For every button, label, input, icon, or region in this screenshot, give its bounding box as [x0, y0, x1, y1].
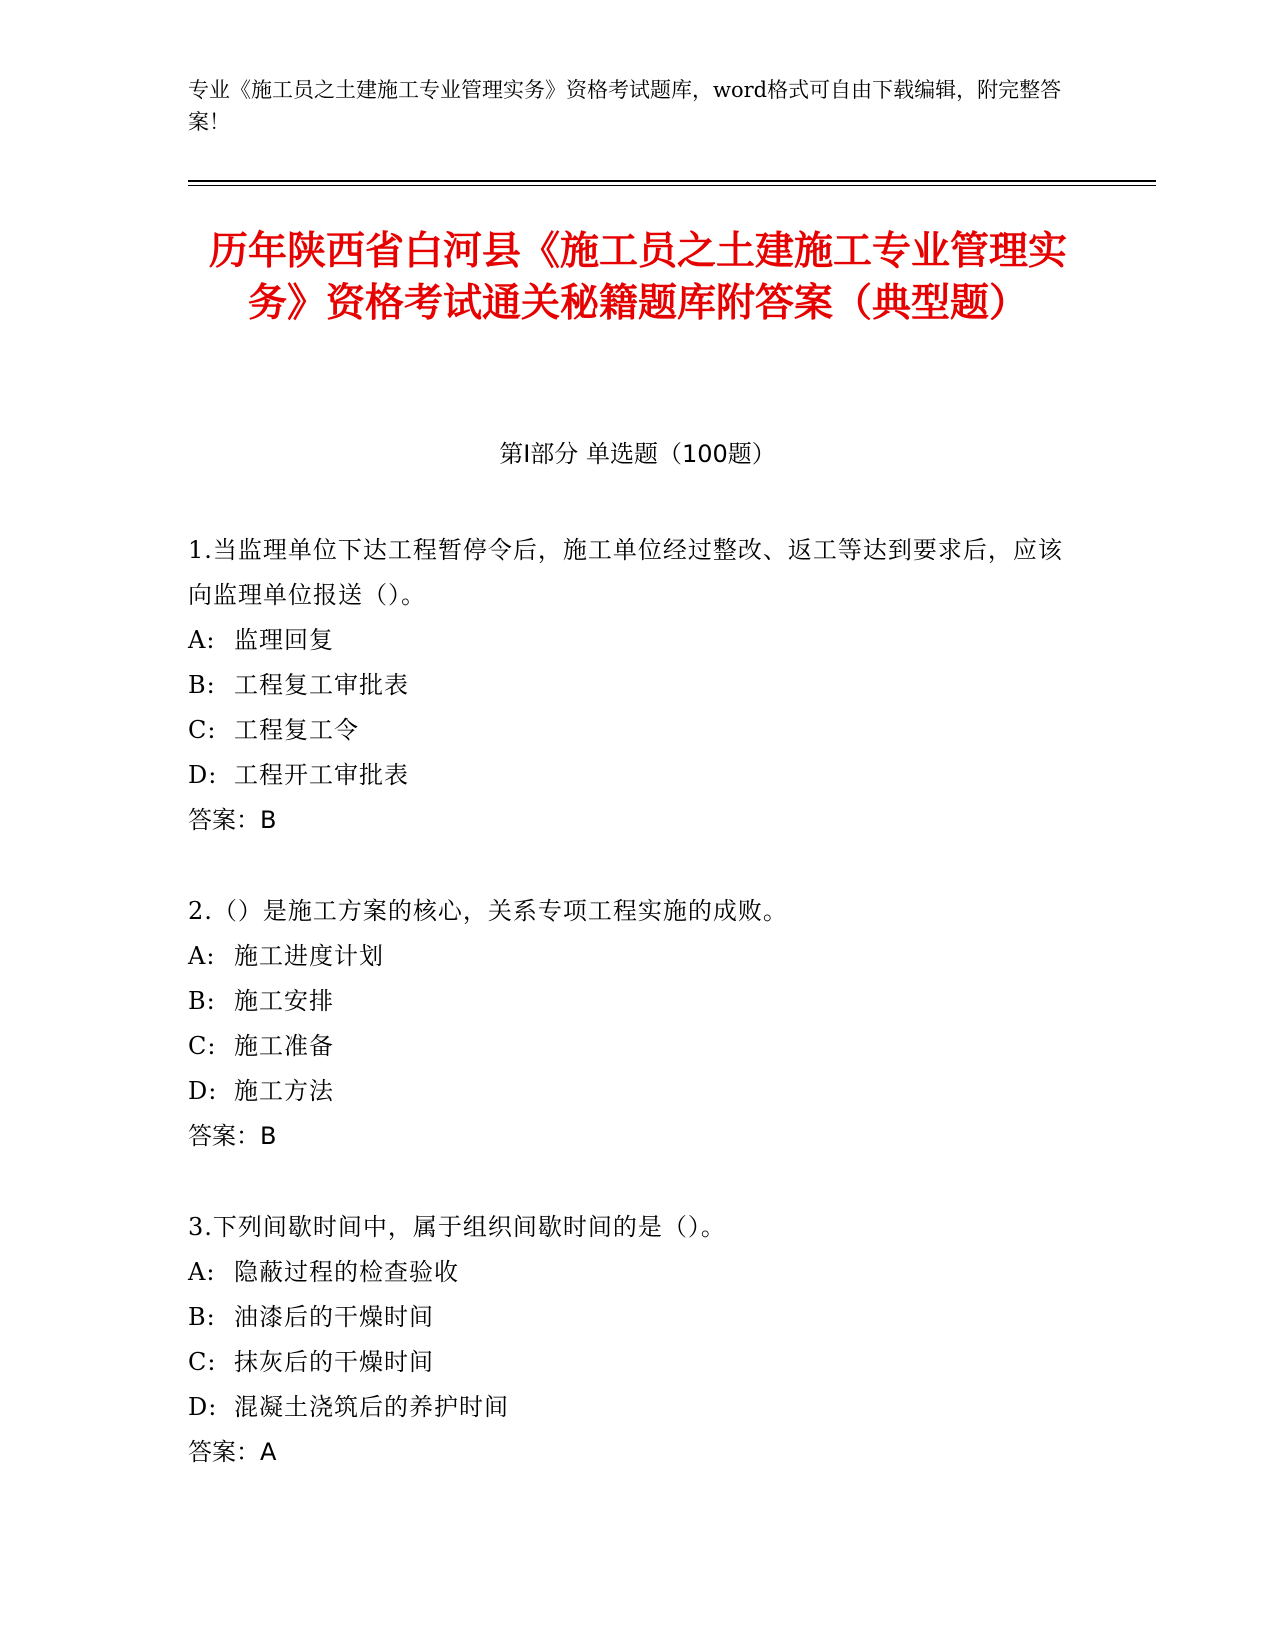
option-key: C:: [188, 716, 217, 744]
option-d: [188, 753, 1068, 798]
option-text: 油漆后的干燥时间: [234, 1303, 434, 1331]
option-text: 工程开工审批表: [234, 761, 409, 789]
header-rule-thick: [188, 180, 1156, 182]
option-key: A:: [188, 1258, 216, 1286]
question-3: [188, 1205, 1068, 1475]
option-a: [188, 934, 1068, 979]
answer: 答案：B: [188, 1122, 277, 1150]
option-key: B:: [188, 987, 216, 1015]
option-text: 工程复工审批表: [234, 671, 409, 699]
header-rule-thin: [188, 185, 1156, 186]
option-text: 隐蔽过程的检查验收: [234, 1258, 459, 1286]
option-text: 混凝土浇筑后的养护时间: [234, 1393, 509, 1421]
option-text: 监理回复: [234, 626, 334, 654]
document-title: 历年陕西省白河县《施工员之土建施工专业管理实务》资格考试通关秘籍题库附答案（典型题）: [208, 229, 1067, 326]
option-c: [188, 1340, 1068, 1385]
answer: 答案：A: [188, 1438, 277, 1466]
option-key: D:: [188, 1393, 218, 1421]
option-c: [188, 708, 1068, 753]
option-text: 施工安排: [234, 987, 334, 1015]
option-key: D:: [188, 1077, 218, 1105]
option-b: [188, 663, 1068, 708]
question-list: [188, 528, 1068, 1521]
question-text: 1.当监理单位下达工程暂停令后，施工单位经过整改、返工等达到要求后，应该向监理单位报送（）。: [188, 536, 1063, 609]
option-text: 施工进度计划: [234, 942, 384, 970]
option-key: A:: [188, 626, 216, 654]
option-text: 施工方法: [234, 1077, 334, 1105]
option-d: [188, 1069, 1068, 1114]
option-b: [188, 979, 1068, 1024]
option-key: C:: [188, 1348, 217, 1376]
option-text: 抹灰后的干燥时间: [234, 1348, 434, 1376]
option-key: D:: [188, 761, 218, 789]
option-d: [188, 1385, 1068, 1430]
option-a: [188, 618, 1068, 663]
header-note: 专业《施工员之土建施工专业管理实务》资格考试题库，word格式可自由下载编辑，附完整答案！: [188, 78, 1062, 134]
option-key: B:: [188, 671, 216, 699]
question-text: 2.（）是施工方案的核心，关系专项工程实施的成败。: [188, 897, 788, 925]
option-text: 工程复工令: [234, 716, 359, 744]
option-a: [188, 1250, 1068, 1295]
option-key: C:: [188, 1032, 217, 1060]
section-heading: 第Ⅰ部分 单选题（100题）: [499, 440, 776, 468]
option-key: A:: [188, 942, 216, 970]
option-c: [188, 1024, 1068, 1069]
answer: 答案：B: [188, 806, 277, 834]
question-2: [188, 889, 1068, 1159]
option-b: [188, 1295, 1068, 1340]
question-text: 3.下列间歇时间中，属于组织间歇时间的是（）。: [188, 1213, 726, 1241]
option-text: 施工准备: [234, 1032, 334, 1060]
question-1: [188, 528, 1068, 843]
option-key: B:: [188, 1303, 216, 1331]
